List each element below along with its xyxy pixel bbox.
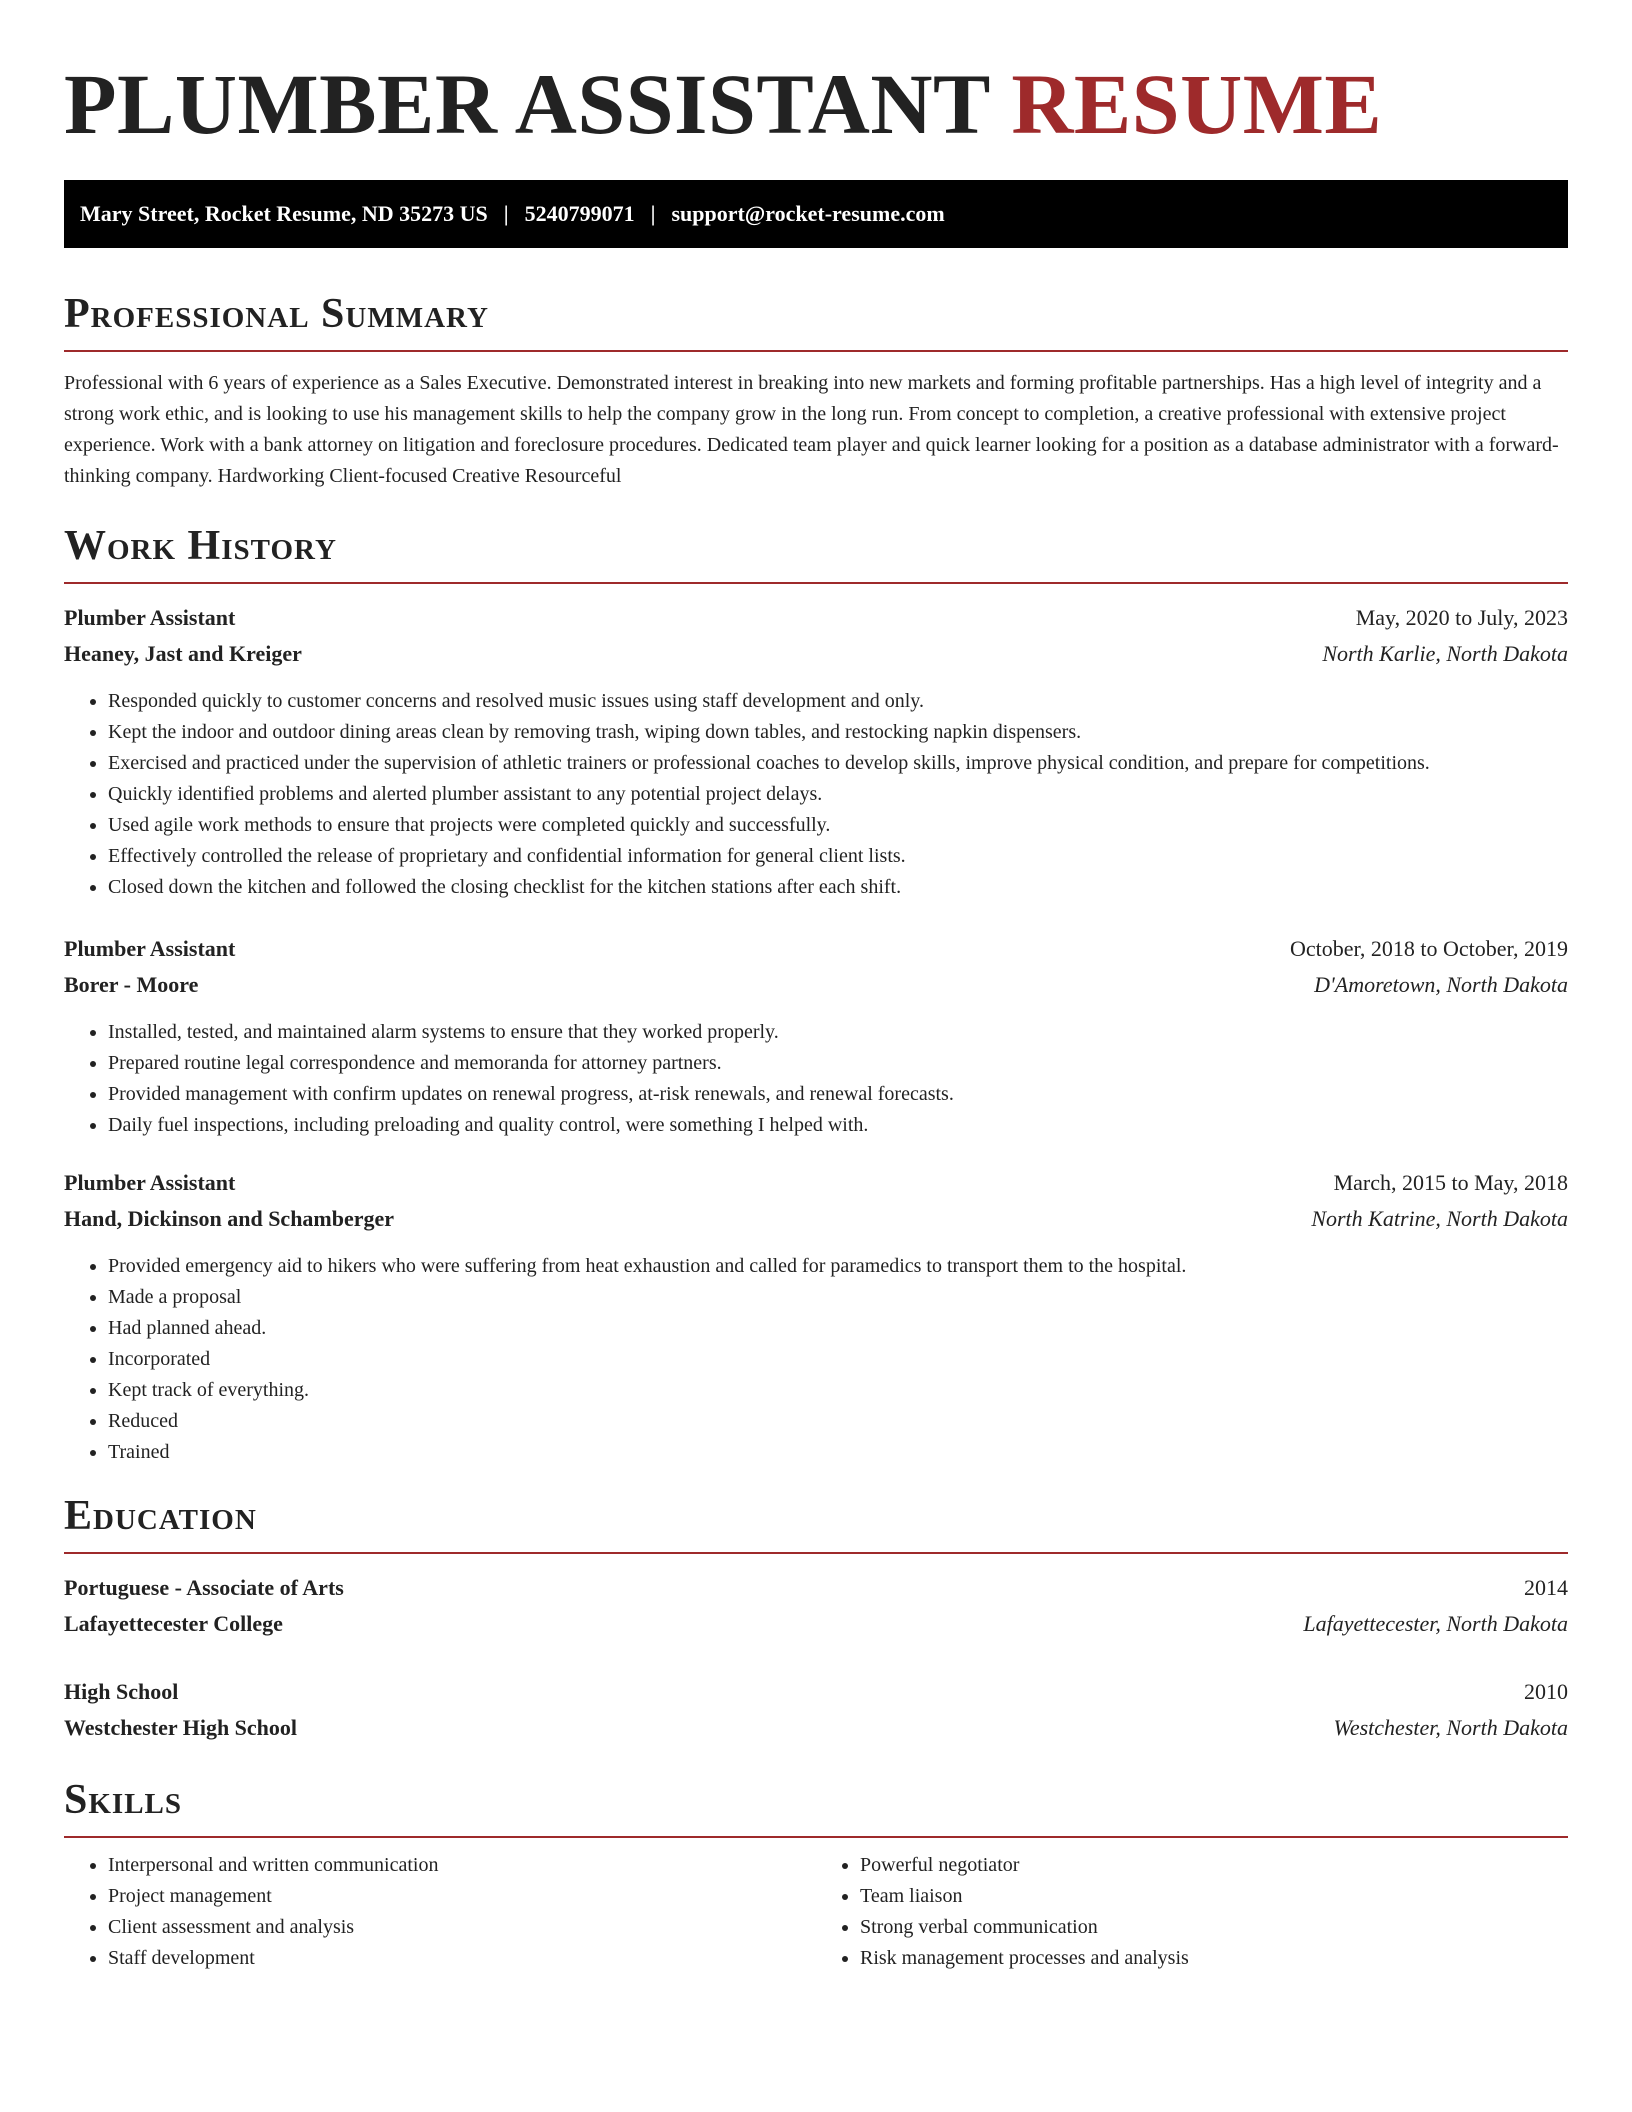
contact-separator: |: [650, 201, 656, 226]
job-dates: March, 2015 to May, 2018: [1333, 1170, 1568, 1195]
skills-list-left: [64, 1850, 816, 1974]
job-dates: October, 2018 to October, 2019: [1289, 936, 1568, 961]
skill-item: • Strong verbal communication: [860, 1912, 1568, 1943]
education-entry: [64, 1570, 1568, 1642]
skill-item: • Client assessment and analysis: [108, 1912, 816, 1943]
job-bullet: • Daily fuel inspections, including preloading and quality control, were something I helped with.: [108, 1110, 1568, 1141]
summary-text: Professional with 6 years of experience as a Sales Executive. Demonstrated interest in breaking into new markets and forming profitable partnerships. Has a high level of integrity and a strong work ethic, and is looking to use his management skills to help the company grow in the long run. From concept to completion, a creative professional with extensive project experience. Work with a bank attorney on litigation and foreclosure procedures. Dedicated team player and quick learner looking for a position as a database administrator with a forward-thinking company. Hardworking Client-focused Creative Resourceful: [64, 372, 1559, 487]
job-location: North Katrine, North Dakota: [1311, 1206, 1568, 1231]
skills-columns: [64, 1850, 1568, 1974]
job-title: Plumber Assistant: [64, 936, 236, 961]
job-bullet: • Provided emergency aid to hikers who were suffering from heat exhaustion and called for paramedics to transport them to the hospital.: [108, 1251, 1568, 1282]
contact-phone: 5240799071: [524, 201, 635, 226]
job-header-row: [64, 600, 1568, 636]
summary-heading: Professional Summary: [64, 288, 1568, 352]
resume-content: [64, 0, 1568, 1974]
job-title: Plumber Assistant: [64, 605, 236, 630]
skills-heading: Skills: [64, 1774, 1568, 1838]
job-company: Hand, Dickinson and Schamberger: [64, 1206, 395, 1231]
job-header-row: [64, 1165, 1568, 1201]
contact-separator: |: [503, 201, 509, 226]
contact-bar: [64, 180, 1568, 248]
education-year: 2014: [1524, 1575, 1568, 1600]
job-bullet: • Used agile work methods to ensure that projects were completed quickly and successfully.: [108, 810, 1568, 841]
job-dates: May, 2020 to July, 2023: [1355, 605, 1568, 630]
education-school: Lafayettecester College: [64, 1611, 283, 1636]
education-degree: High School: [64, 1679, 179, 1704]
job-bullet: • Trained: [108, 1437, 1568, 1468]
job-location: D'Amoretown, North Dakota: [1314, 972, 1568, 997]
skill-item: • Team liaison: [860, 1881, 1568, 1912]
skills-section: [64, 1774, 1568, 1974]
job-bullet: • Prepared routine legal correspondence and memoranda for attorney partners.: [108, 1048, 1568, 1079]
job-bullet: • Provided management with confirm updates on renewal progress, at-risk renewals, and renewal forecasts.: [108, 1079, 1568, 1110]
contact-address: Mary Street, Rocket Resume, ND 35273 US: [80, 201, 488, 226]
job-bullet: • Reduced: [108, 1406, 1568, 1437]
job-bullet: • Responded quickly to customer concerns and resolved music issues using staff development and only.: [108, 686, 1568, 717]
skill-item: • Powerful negotiator: [860, 1850, 1568, 1881]
job-company: Borer - Moore: [64, 972, 199, 997]
job-company: Heaney, Jast and Kreiger: [64, 641, 302, 666]
job-company-row: [64, 636, 1568, 672]
job-bullets: [64, 1251, 1568, 1468]
title-accent: RESUME: [1011, 56, 1383, 152]
job-bullets: [64, 686, 1568, 903]
job-bullets: [64, 1017, 1568, 1141]
skill-item: • Project management: [108, 1881, 816, 1912]
skill-item: • Staff development: [108, 1943, 816, 1974]
skill-item: • Interpersonal and written communication: [108, 1850, 816, 1881]
education-degree-row: [64, 1674, 1568, 1710]
education-location: Westchester, North Dakota: [1333, 1715, 1568, 1740]
job-bullet: • Quickly identified problems and alerted plumber assistant to any potential project delays.: [108, 779, 1568, 810]
job-bullet: • Exercised and practiced under the supervision of athletic trainers or professional coaches to develop skills, improve physical condition, and prepare for competitions.: [108, 748, 1568, 779]
education-section: [64, 1490, 1568, 1746]
job-bullet: • Kept track of everything.: [108, 1375, 1568, 1406]
resume-title: [64, 0, 1568, 152]
education-degree-row: [64, 1570, 1568, 1606]
work-history-heading: Work History: [64, 520, 1568, 584]
education-entry: [64, 1674, 1568, 1746]
job-header-row: [64, 931, 1568, 967]
contact-email: support@rocket-resume.com: [671, 201, 945, 226]
summary-section: [64, 288, 1568, 492]
title-main: PLUMBER ASSISTANT: [64, 56, 990, 152]
job-bullet: • Had planned ahead.: [108, 1313, 1568, 1344]
job-bullet: • Installed, tested, and maintained alarm systems to ensure that they worked properly.: [108, 1017, 1568, 1048]
job-entry: [64, 1165, 1568, 1468]
education-school: Westchester High School: [64, 1715, 298, 1740]
job-location: North Karlie, North Dakota: [1322, 641, 1568, 666]
education-year: 2010: [1524, 1679, 1568, 1704]
job-bullet: • Effectively controlled the release of proprietary and confidential information for general client lists.: [108, 841, 1568, 872]
job-entry: [64, 600, 1568, 903]
job-bullet: • Incorporated: [108, 1344, 1568, 1375]
education-heading: Education: [64, 1490, 1568, 1554]
education-location: Lafayettecester, North Dakota: [1303, 1611, 1568, 1636]
skill-item: • Risk management processes and analysis: [860, 1943, 1568, 1974]
education-school-row: [64, 1710, 1568, 1746]
skills-list-right: [816, 1850, 1568, 1974]
job-title: Plumber Assistant: [64, 1170, 236, 1195]
job-company-row: [64, 967, 1568, 1003]
job-bullet: • Kept the indoor and outdoor dining areas clean by removing trash, wiping down tables, and restocking napkin dispensers.: [108, 717, 1568, 748]
education-degree: Portuguese - Associate of Arts: [64, 1575, 344, 1600]
job-company-row: [64, 1201, 1568, 1237]
job-bullet: • Made a proposal: [108, 1282, 1568, 1313]
job-bullet: • Closed down the kitchen and followed the closing checklist for the kitchen stations after each shift.: [108, 872, 1568, 903]
education-school-row: [64, 1606, 1568, 1642]
work-history-section: [64, 520, 1568, 1468]
job-entry: [64, 931, 1568, 1141]
